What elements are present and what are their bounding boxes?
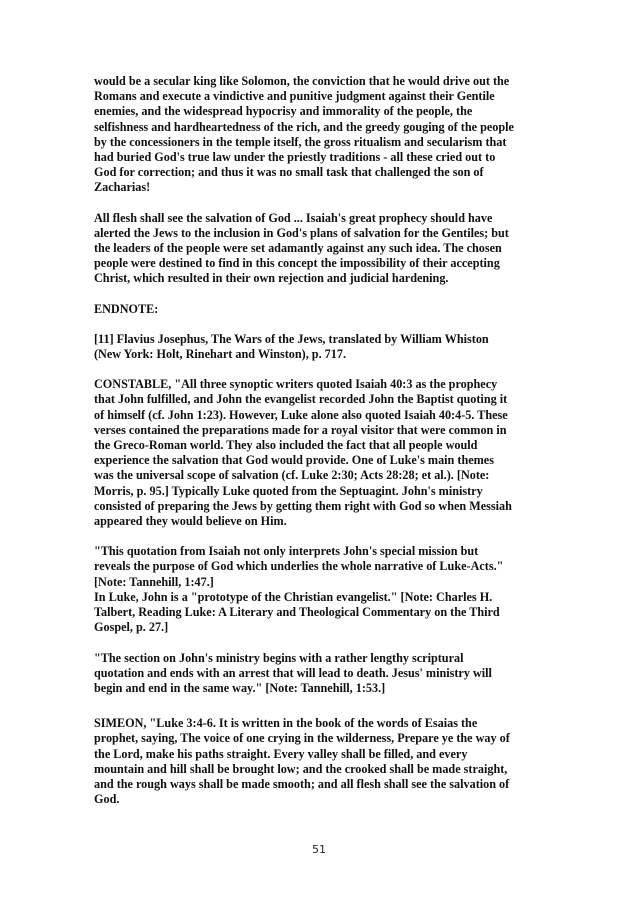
paragraph-all-flesh: All flesh shall see the salvation of God ... Isaiah's great prophecy should have alerted the Jews to the inclusion in God's plans of salvation for the Gentiles; but the leaders of the people were set adamantly against any such idea. The chosen people were destined to find in this concept the impossibility of their accepting Christ, which resulted in their own rejection and judicial hardening. <box>94 210 509 286</box>
page-number: 51 <box>312 843 326 856</box>
document-body <box>94 74 544 822</box>
endnote-josephus: [11] Flavius Josephus, The Wars of the Jews, translated by William Whiston (New York: Holt, Rinehart and Winston), p. 717. <box>94 331 489 362</box>
paragraph-secular-king: would be a secular king like Solomon, the conviction that he would drive out the Romans and execute a vindictive and punitive judgment against their Gentile enemies, and the widespread hypocrisy and immorality of the people, the selfishness and hardheartedness of the rich, and the greedy gouging of the people by the concessioners in the temple itself, the gross ritualism and secularism that had buried God's true law under the priestly traditions - all these cried out to God for correction; and thus it was no small task that challenged the son of Zacharias! <box>94 74 514 195</box>
paragraph-prototype-evangelist: In Luke, John is a "prototype of the Christian evangelist." [Note: Charles H. Talbert, Reading Luke: A Literary and Theological Commentary on the Third Gospel, p. 27.] <box>94 589 500 635</box>
paragraph-constable: CONSTABLE, "All three synoptic writers quoted Isaiah 40:3 as the prophecy that John fulfilled, and John the evangelist recorded John the Baptist quoting it of himself (cf. John 1:23). However, Luke alone also quoted Isaiah 40:4-5. These verses contained the preparations made for a royal visitor that were common in the Greco-Roman world. They also included the fact that all people would experience the salvation that God would provide. One of Luke's main themes was the universal scope of salvation (cf. Luke 2:30; Acts 28:28; et al.). [Note: Morris, p. 95.] Typically Luke quoted from the Septuagint. John's ministry consisted of preparing the Jews by getting them right with God so when Messiah appeared they would believe on Him. <box>94 377 512 529</box>
paragraph-simeon: SIMEON, "Luke 3:4-6. It is written in the book of the words of Esaias the prophet, saying, The voice of one crying in the wilderness, Prepare ye the way of the Lord, make his paths straight. Every valley shall be filled, and every mountain and hill shall be brought low; and the crooked shall be made straight, and the rough ways shall be made smooth; and all flesh shall see the salvation of God. <box>94 716 510 807</box>
paragraph-quotation-isaiah: "This quotation from Isaiah not only interprets John's special mission but reveals the purpose of God which underlies the whole narrative of Luke-Acts." [Note: Tannehill, 1:47.] <box>94 544 504 589</box>
endnote-heading: ENDNOTE: <box>94 301 159 316</box>
paragraph-johns-ministry: "The section on John's ministry begins with a rather lengthy scriptural quotation and ends with an arrest that will lead to death. Jesus' ministry will begin and end in the same way." [Note: Tannehill, 1:53.] <box>94 650 492 695</box>
